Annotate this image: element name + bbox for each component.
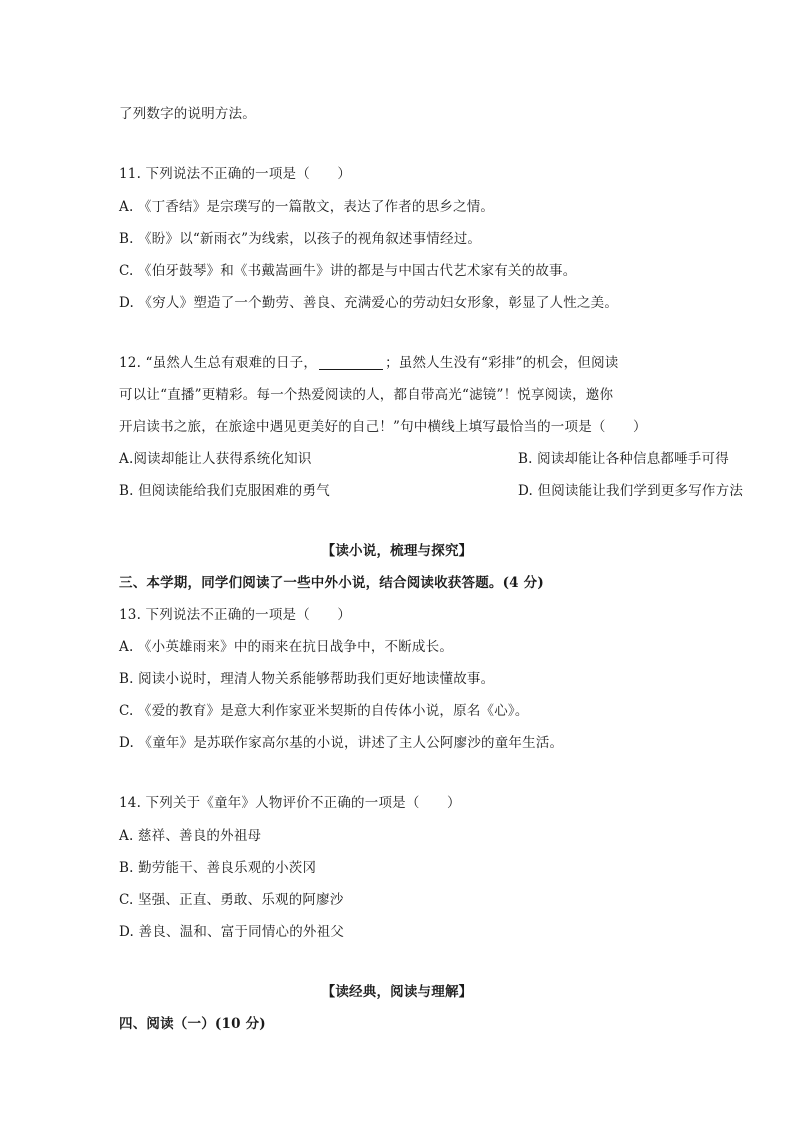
- q13-option-c: C. 《爱的教育》是意大利作家亚米契斯的自传体小说，原名《心》。: [119, 703, 529, 719]
- q12-option-b1: B. 阅读却能让各种信息都唾手可得: [518, 451, 729, 467]
- q12-option-a: A.阅读却能让人获得系统化知识: [119, 451, 312, 467]
- q14-option-a: A. 慈祥、善良的外祖母: [119, 828, 262, 844]
- q14-stem: 14. 下列关于《童年》人物评价不正确的一项是（ ）: [119, 795, 461, 811]
- q11-option-c: C. 《伯牙鼓琴》和《书戴嵩画牛》讲的都是与中国古代艺术家有关的故事。: [119, 263, 577, 279]
- q12-option-row-2: [119, 481, 744, 501]
- q12-line-1-end: ；虽然人生没有“彩排”的机会，但阅读: [385, 355, 619, 371]
- section-heading-novel: 【读小说，梳理与探究】: [321, 543, 473, 559]
- q13-option-d: D. 《童年》是苏联作家高尔基的小说，讲述了主人公阿廖沙的童年生活。: [119, 735, 564, 751]
- fill-in-blank: [319, 355, 383, 370]
- intro-text: 了列数字的说明方法。: [119, 106, 256, 122]
- q12-line-1: [119, 353, 618, 373]
- q11-option-d: D. 《穷人》塑造了一个勤劳、善良、充满爱心的劳动妇女形象，彰显了人性之美。: [119, 295, 619, 311]
- q11-stem: 11. 下列说法不正确的一项是（ ）: [119, 166, 352, 182]
- q14-option-c: C. 坚强、正直、勇敢、乐观的阿廖沙: [119, 892, 344, 908]
- part-three-title: 三、本学期，同学们阅读了一些中外小说，结合阅读收获答题。(4 分): [119, 575, 544, 591]
- q13-stem: 13. 下列说法不正确的一项是（ ）: [119, 607, 352, 623]
- q13-option-a: A. 《小英雄雨来》中的雨来在抗日战争中，不断成长。: [119, 639, 454, 655]
- q12-line-1-start: 12. “虽然人生总有艰难的日子，: [119, 355, 318, 371]
- q12-option-row-1: [119, 449, 729, 469]
- q12-option-b2: B. 但阅读能给我们克服困难的勇气: [119, 483, 330, 499]
- section-heading-classic: 【读经典，阅读与理解】: [321, 984, 473, 1000]
- part-four-title: 四、阅读（一）(10 分): [119, 1016, 266, 1032]
- q12-option-d: D. 但阅读能让我们学到更多写作方法: [518, 483, 744, 499]
- q12-line-2: 可以让“直播”更精彩。每一个热爱阅读的人，都自带高光“滤镜”！悦享阅读，邀你: [119, 387, 614, 403]
- q12-line-3: 开启读书之旅，在旅途中遇见更美好的自己！”句中横线上填写最恰当的一项是（ ）: [119, 419, 647, 435]
- q11-option-a: A. 《丁香结》是宗璞写的一篇散文，表达了作者的思乡之情。: [119, 199, 495, 215]
- q14-option-b: B. 勤劳能干、善良乐观的小茨冈: [119, 860, 317, 876]
- q11-option-b: B. 《盼》以“新雨衣”为线索，以孩子的视角叙述事情经过。: [119, 231, 482, 247]
- q13-option-b: B. 阅读小说时，理清人物关系能够帮助我们更好地读懂故事。: [119, 671, 495, 687]
- q14-option-d: D. 善良、温和、富于同情心的外祖父: [119, 924, 345, 940]
